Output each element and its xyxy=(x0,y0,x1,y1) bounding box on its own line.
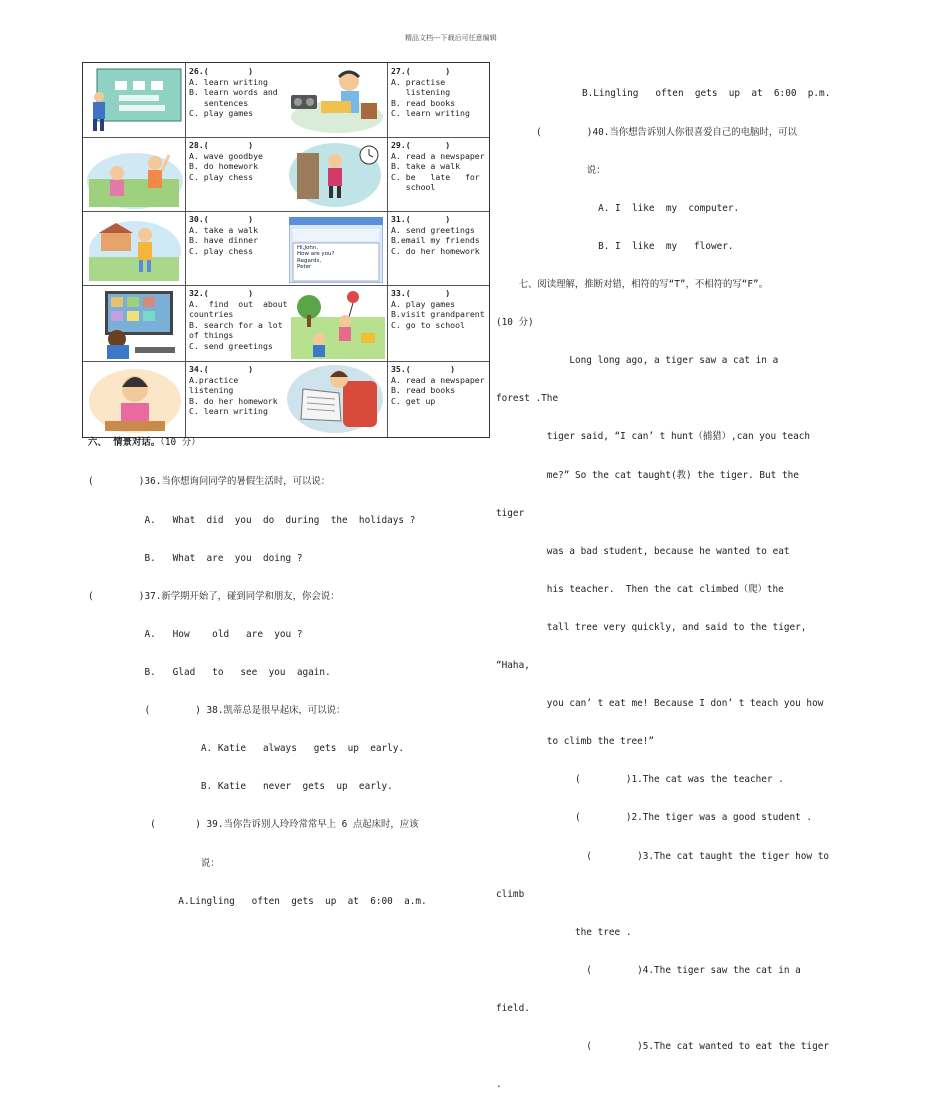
question-number[interactable]: 31.( ) xyxy=(391,214,451,224)
option-line: A. practise xyxy=(391,76,446,87)
option-line: B.visit grandparent xyxy=(391,309,485,320)
question-35-options xyxy=(391,364,489,406)
option-line: A. send greetings xyxy=(391,224,475,235)
option-line: A.practice xyxy=(189,374,239,385)
story-line: tall tree very quickly, and said to the tiger, xyxy=(496,621,807,633)
story-line: forest .The xyxy=(496,393,559,405)
option-line: B. have dinner xyxy=(189,235,259,246)
option-line: C. play games xyxy=(189,108,254,119)
children-park-picture xyxy=(291,287,385,359)
option-line: C. go to school xyxy=(391,319,465,330)
girl-walking-picture xyxy=(85,213,183,283)
email-line: How are you? xyxy=(297,251,335,258)
question-34-options xyxy=(189,364,283,417)
picture-question-grid xyxy=(82,62,490,438)
option-line: C. learn writing xyxy=(189,406,268,417)
story-line: me?” So the cat taught(教) the tiger. But the xyxy=(496,469,799,481)
dialogue-line: ( )37.新学期开始了，碰到同学和朋友，你会说： xyxy=(88,590,340,602)
option-line: B. read books xyxy=(391,97,456,108)
question-number[interactable]: 26.( ) xyxy=(189,66,254,76)
right-column xyxy=(496,63,830,1105)
row-divider xyxy=(83,211,489,212)
dialogue-line: A. How old are you ? xyxy=(88,628,303,640)
boy-computer-picture xyxy=(85,287,183,359)
q40-option-a: A. I like my computer. xyxy=(536,202,740,214)
q39-option-b: B.Lingling often gets up at 6:00 p.m. xyxy=(582,88,831,100)
question-number[interactable]: 35.( ) xyxy=(391,364,456,374)
question-33-options xyxy=(391,288,489,330)
email-screen-picture xyxy=(289,217,383,283)
dialogue-line: B. What are you doing ? xyxy=(88,552,303,564)
question-26-options xyxy=(189,66,385,119)
dialogue-line: ( ) 39.当你告诉别人玲玲常常早上 6 点起床时，应该 xyxy=(88,819,419,831)
option-line: A. wave goodbye xyxy=(189,150,263,161)
option-line: countries xyxy=(189,309,234,320)
option-line: B. learn words and xyxy=(189,87,278,98)
q40-prompt: ( )40.当你想告诉别人你很喜爱自己的电脑时，可以 xyxy=(536,126,797,138)
option-line: B.email my friends xyxy=(391,235,480,246)
story-line: Long long ago, a tiger saw a cat in a xyxy=(496,355,779,367)
option-line: A. take a walk xyxy=(189,224,259,235)
question-number[interactable]: 29.( ) xyxy=(391,140,451,150)
option-line: of things xyxy=(189,330,234,341)
dialogue-line: ( )36.当你想询问同学的暑假生活时，可以说： xyxy=(88,476,331,488)
option-line: C. play chess xyxy=(189,245,254,256)
page-header: 精品文档---下载后可任意编辑 xyxy=(405,34,497,42)
option-line: C. send greetings xyxy=(189,340,273,351)
column-divider xyxy=(185,63,186,437)
option-line: A. learn writing xyxy=(189,76,268,87)
option-line: B. do homework xyxy=(189,161,259,172)
option-line: school xyxy=(391,182,436,193)
tf-question-line[interactable]: ( )4.The tiger saw the cat in a xyxy=(496,964,801,976)
question-number[interactable]: 34.( ) xyxy=(189,364,254,374)
question-number[interactable]: 27.( ) xyxy=(391,66,451,76)
dialogue-line: A. Katie always gets up early. xyxy=(88,743,405,755)
section-6-title-row xyxy=(88,437,201,450)
man-newspaper-picture xyxy=(283,363,385,435)
tf-question-line: climb xyxy=(496,888,525,900)
dialogue-line: ( ) 38.凯蒂总是很早起床，可以说： xyxy=(88,705,346,717)
row-divider xyxy=(83,361,489,362)
question-27-options xyxy=(391,66,489,119)
row-divider xyxy=(83,285,489,286)
section-6-title: 六、 情景对话。 xyxy=(88,437,161,448)
girl-late-school-picture xyxy=(283,139,385,209)
dialogue-line: B. Katie never gets up early. xyxy=(88,781,393,793)
section-7-title: 七、阅读理解，推断对错，相符的写“T”，不相符的写“F”。 xyxy=(496,278,769,290)
option-line: C. be late for xyxy=(391,171,480,182)
q40-prompt-cont: 说： xyxy=(536,164,606,176)
tf-question-line[interactable]: ( )2.The tiger was a good student . xyxy=(496,812,813,824)
row-divider xyxy=(83,137,489,138)
girls-waving-picture xyxy=(85,139,183,209)
option-line: listening xyxy=(189,385,234,396)
option-line: B. read books xyxy=(391,385,456,396)
email-line: Hi,John, xyxy=(297,245,319,251)
story-line: his teacher. Then the cat climbed（爬）the xyxy=(496,583,784,595)
option-line: C. do her homework xyxy=(391,245,480,256)
story-line: you can’ t eat me! Because I don’ t teach you how xyxy=(496,698,824,710)
dialogue-line: 说： xyxy=(88,857,220,869)
question-30-options xyxy=(189,214,283,256)
question-number[interactable]: 30.( ) xyxy=(189,214,254,224)
tf-question-line[interactable]: ( )3.The cat taught the tiger how to xyxy=(496,850,830,862)
dialogue-line: B. Glad to see you again. xyxy=(88,666,331,678)
story-line: “Haha, xyxy=(496,660,530,672)
option-line: A. read a newspaper xyxy=(391,150,485,161)
tf-question-line[interactable]: ( )1.The cat was the teacher . xyxy=(496,774,784,786)
classroom-blackboard-picture xyxy=(85,65,183,135)
question-28-options xyxy=(189,140,283,182)
option-line: A. read a newspaper xyxy=(391,374,485,385)
question-number[interactable]: 32.( ) xyxy=(189,288,254,298)
question-31-options xyxy=(391,214,489,256)
girl-listening-picture xyxy=(85,363,183,435)
option-line: A. find out about xyxy=(189,298,288,309)
option-line: A. play games xyxy=(391,298,456,309)
section-6-dialogue xyxy=(88,451,427,921)
story-line: was a bad student, because he wanted to eat xyxy=(496,545,790,557)
option-line: C. play chess xyxy=(189,171,254,182)
question-number[interactable]: 28.( ) xyxy=(189,140,254,150)
option-line: B. search for a lot xyxy=(189,319,283,330)
question-29-options xyxy=(391,140,489,193)
dialogue-line: A.Lingling often gets up at 6:00 a.m. xyxy=(88,895,427,907)
email-line: Regards, xyxy=(297,257,322,264)
column-divider xyxy=(387,63,388,437)
option-line: sentences xyxy=(189,97,249,108)
dialogue-line: A. What did you do during the holidays ? xyxy=(88,514,416,526)
option-line: listening xyxy=(391,87,451,98)
tf-question-line[interactable]: ( )5.The cat wanted to eat the tiger xyxy=(496,1041,830,1053)
tf-question-line: field. xyxy=(496,1003,530,1015)
section-7-score: (10 分) xyxy=(496,317,534,329)
option-line: C. get up xyxy=(391,395,436,406)
option-line: B. take a walk xyxy=(391,161,461,172)
option-line: C. learn writing xyxy=(391,108,470,119)
question-number[interactable]: 33.( ) xyxy=(391,288,451,298)
option-line: B. do her homework xyxy=(189,395,278,406)
story-line: tiger said, “I can’ t hunt（捕猎）,can you teach xyxy=(496,431,811,443)
email-line: Peter xyxy=(297,264,312,271)
story-line: to climb the tree!” xyxy=(496,736,655,748)
q40-option-b: B. I like my flower. xyxy=(536,240,734,252)
question-32-options xyxy=(189,288,287,352)
section-6-score: （10 分） xyxy=(160,437,201,448)
tf-question-line: . xyxy=(496,1079,502,1091)
tf-question-line: the tree . xyxy=(496,926,632,938)
story-line: tiger xyxy=(496,507,525,519)
